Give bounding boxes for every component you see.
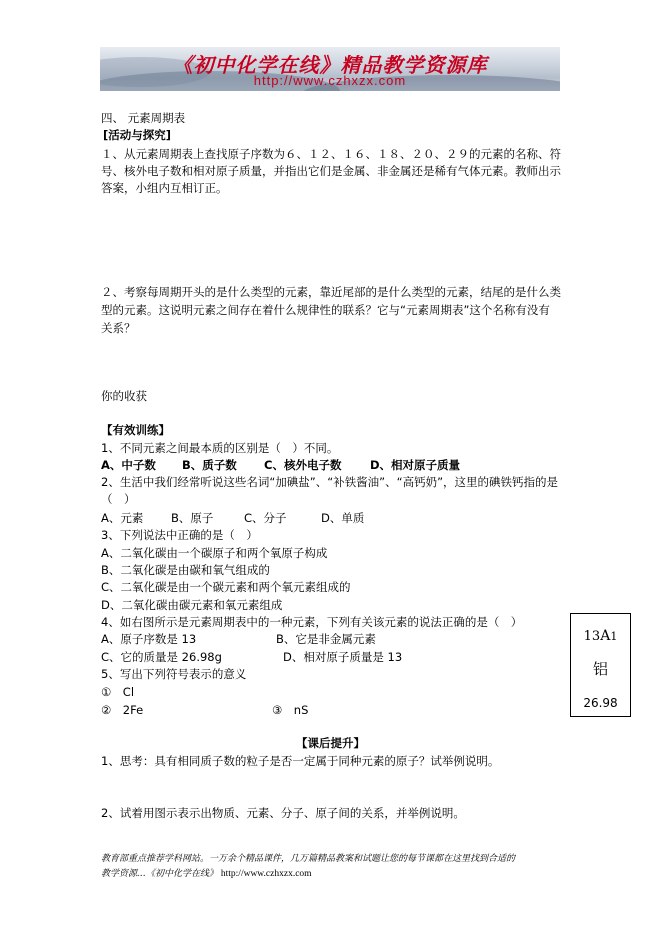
element-symbol: A bbox=[600, 628, 611, 644]
element-name: 铝 bbox=[592, 660, 608, 678]
element-number-symbol bbox=[571, 628, 630, 644]
q4-option-c: C、它的质量是 26.98g bbox=[101, 650, 222, 664]
training-q2-line: 2、生活中我们经常听说这些名词“加碘盐”、“补铁酱油”、“高钙奶”，这里的碘铁钙指的是 bbox=[101, 475, 559, 489]
q1-option-c: C、核外电子数 bbox=[264, 458, 342, 472]
training-q5: 5、写出下列符号表示的意义 bbox=[101, 667, 247, 681]
element-card bbox=[570, 613, 631, 717]
q2-option-b: B、原子 bbox=[171, 511, 214, 525]
activity-q2-line: 关系？ bbox=[101, 321, 136, 335]
q1-option-b: B、质子数 bbox=[182, 458, 237, 472]
after-class-q2: 2、试着用图示表示出物质、元素、分子、原子间的关系，并举例说明。 bbox=[101, 806, 465, 820]
q3-option-c: C、二氧化碳是由一个碳元素和两个氧元素组成的 bbox=[101, 580, 351, 594]
element-mass: 26.98 bbox=[583, 696, 618, 710]
q3-option-b: B、二氧化碳是由碳和氧气组成的 bbox=[101, 563, 270, 577]
after-class-q1: 1、思考：具有相同质子数的粒子是否一定属于同种元素的原子？试举例说明。 bbox=[101, 754, 500, 768]
footer-line-2 bbox=[101, 867, 312, 881]
q5-item-3: ③ nS bbox=[272, 703, 309, 717]
activity-q1-line: １、从元素周期表上查找原子序数为６、１２、１６、１８、２０、２９的元素的名称、符 bbox=[101, 147, 561, 161]
header-banner bbox=[100, 47, 560, 91]
q4-option-b: B、它是非金属元素 bbox=[276, 632, 376, 646]
footer-text: 教学资源…《初中化学在线》 bbox=[101, 869, 219, 879]
training-label: 【有效训练】 bbox=[101, 423, 170, 437]
q3-option-a: A、二氧化碳由一个碳原子和两个氧原子构成 bbox=[101, 546, 328, 560]
activity-q2-line: ２、考察每周期开头的是什么类型的元素，靠近尾部的是什么类型的元素，结尾的是什么类 bbox=[101, 285, 561, 299]
training-q1: 1、不同元素之间最本质的区别是（ ）不同。 bbox=[101, 441, 339, 455]
q1-option-d: D、相对原子质量 bbox=[370, 458, 461, 472]
q4-option-a: A、原子序数是 13 bbox=[101, 632, 197, 646]
q1-option-a: A、中子数 bbox=[101, 458, 156, 472]
footer-link[interactable]: http://www.czhxzx.com bbox=[220, 869, 312, 879]
training-q3: 3、下列说法中正确的是（ ） bbox=[101, 528, 258, 542]
section-heading: 四、 元素周期表 bbox=[101, 111, 186, 125]
element-symbol-suffix: 1 bbox=[610, 630, 618, 643]
footer-line-1: 教育部重点推荐学科网站。一万余个精品课件，几万篇精品教案和试题让您的每节课都在这里找到合适的 bbox=[101, 854, 516, 864]
q2-option-a: A、元素 bbox=[101, 511, 144, 525]
q2-option-c: C、分子 bbox=[244, 511, 287, 525]
q2-option-d: D、单质 bbox=[321, 511, 365, 525]
activity-label: [活动与探究] bbox=[103, 128, 172, 142]
activity-q2-line: 型的元素。这说明元素之间存在着什么规律性的联系？它与“元素周期表”这个名称有没有 bbox=[101, 303, 550, 317]
banner-url[interactable]: http://www.czhxzx.com bbox=[253, 73, 407, 88]
q5-item-2: ② 2Fe bbox=[101, 703, 144, 717]
training-q2-line: （ ） bbox=[101, 492, 136, 506]
banner-title: 《初中化学在线》精品教学资源库 bbox=[172, 53, 488, 77]
training-q4: 4、如右图所示是元素周期表中的一种元素，下列有关该元素的说法正确的是（ ） bbox=[101, 615, 523, 629]
element-number: 13 bbox=[583, 629, 601, 644]
q3-option-d: D、二氧化碳由碳元素和氧元素组成 bbox=[101, 598, 283, 612]
harvest-label: 你的收获 bbox=[101, 389, 147, 403]
after-class-label: 【课后提升】 bbox=[296, 736, 365, 750]
activity-q1-line: 答案，小组内互相订正。 bbox=[101, 181, 228, 195]
q4-option-d: D、相对原子质量是 13 bbox=[283, 650, 403, 664]
activity-q1-line: 号、核外电子数和相对原子质量，并指出它们是金属、非金属还是稀有气体元素。教师出示 bbox=[101, 164, 561, 178]
q5-item-1: ① Cl bbox=[101, 685, 135, 699]
